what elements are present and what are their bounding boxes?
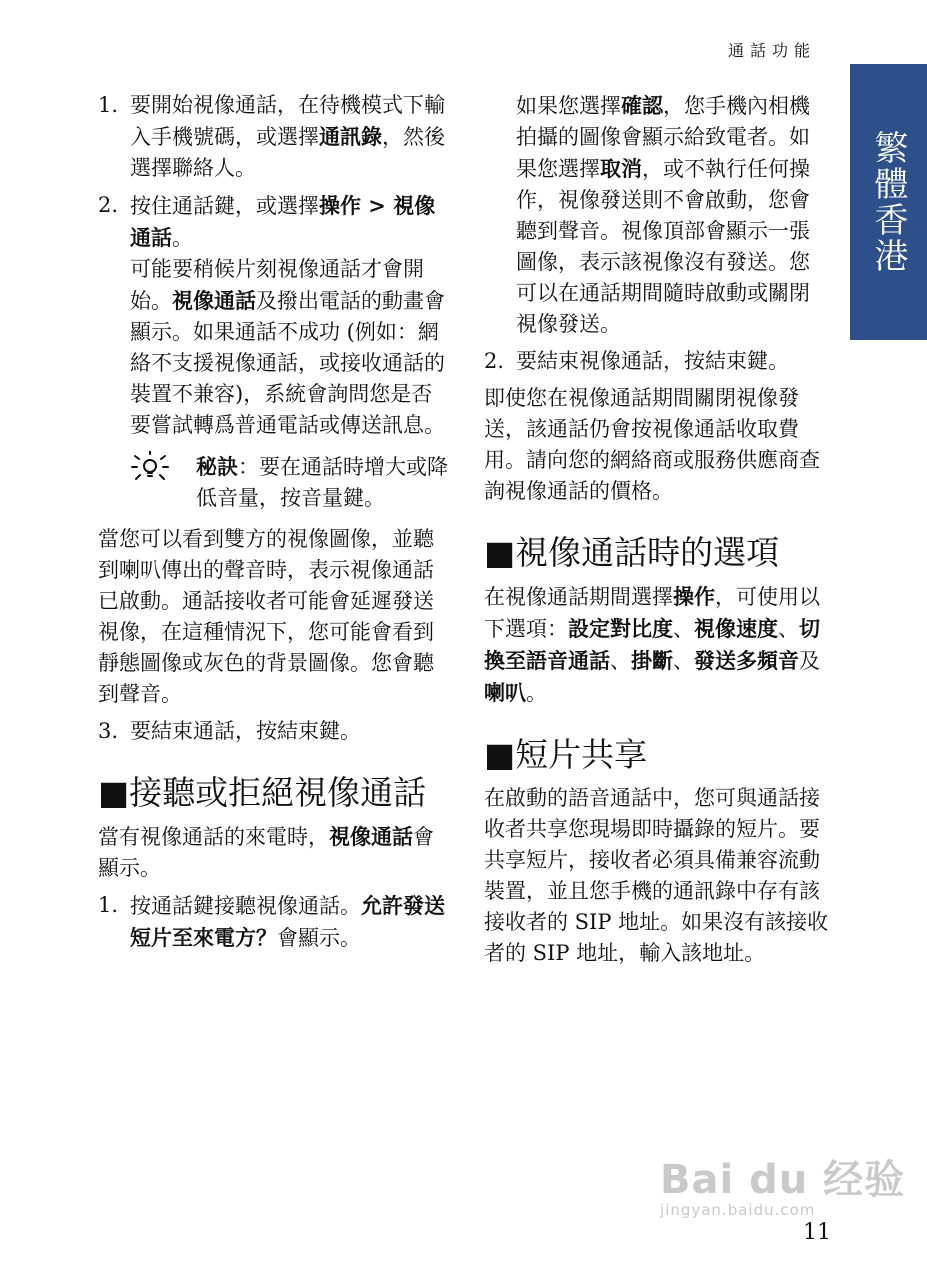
step-3 <box>98 716 448 747</box>
lightbulb-icon <box>130 451 196 514</box>
tip-text <box>196 451 448 514</box>
step-body <box>130 90 448 184</box>
left-column <box>98 90 448 960</box>
bold-term: 喇叭 <box>484 680 526 705</box>
step-number: 1. <box>98 93 119 117</box>
view-paragraph: 當您可以看到雙方的視像圖像，並聽到喇叭傳出的聲音時，表示視像通話已啟動。通話接收者可能會延遲發送視像，在這種情況下，您可能會看到靜態圖像或灰色的背景圖像。您會聽到聲音。 <box>98 527 434 706</box>
bold-term: 切換至語音通話 <box>484 616 820 673</box>
bold-term: 操作 <box>673 584 715 609</box>
options-paragraph <box>484 581 829 709</box>
tip-label: 秘訣 <box>196 454 238 479</box>
bold-term: 取消 <box>600 156 642 181</box>
watermark-brand: Bai du 经验 <box>660 1157 906 1203</box>
heading-video-sharing: ■短片共享 <box>484 735 648 774</box>
step-text <box>130 190 448 254</box>
text-run: 按通話鍵接聽視像通話。 <box>130 894 361 918</box>
incoming-paragraph <box>98 821 448 884</box>
text-run: ：要在通話時增大或降低音量，按音量鍵。 <box>196 455 448 510</box>
bold-term: 視像通話 <box>172 288 256 313</box>
step-2 <box>98 190 448 441</box>
text-run: 當有視像通話的來電時， <box>98 825 329 849</box>
bold-term: 確認 <box>621 93 663 118</box>
text-run: 如果您選擇 <box>516 94 621 118</box>
step-number: 1. <box>98 893 119 917</box>
heading-options: ■視像通話時的選項 <box>484 533 780 572</box>
text-run: 可能要稍候片刻視像通話才會開始。 <box>130 257 424 313</box>
text-run: ，您手機內相機拍攝的圖像會顯示給致電者。如果您選擇 <box>516 94 810 181</box>
continued-paragraph <box>516 90 829 340</box>
section-header: 通話功能 <box>728 41 817 60</box>
text-run: ，可使用以下選項： <box>484 585 820 641</box>
text-run: 在視像通話期間選擇 <box>484 585 673 609</box>
bold-term: 設定對比度 <box>568 616 673 641</box>
text-run: ，或不執行任何操作，視像發送則不會啟動，您會聽到聲音。視像頂部會顯示一張圖像，表示該視像沒有發送。您可以在通話期間隨時啟動或關閉視像發送。 <box>516 157 810 336</box>
baidu-watermark <box>660 1148 905 1219</box>
language-tab-label: 繁體香港 <box>868 130 908 274</box>
answer-step-1 <box>98 890 448 954</box>
end-step-2 <box>484 346 829 377</box>
bold-term: 允許發送短片至來電方？ <box>130 893 445 950</box>
text-run: 按住通話鍵，或選擇 <box>130 194 319 218</box>
bold-term: 視像通話 <box>329 824 413 849</box>
text-run: ，然後選擇聯絡人。 <box>130 125 445 180</box>
step-number: 2. <box>484 349 505 373</box>
bold-term: 操作 > 視像通話 <box>130 193 436 250</box>
text-run: 、 <box>673 649 694 673</box>
step-text <box>130 890 448 954</box>
page-number: 11 <box>803 1220 831 1245</box>
step-number: 3. <box>98 719 119 743</box>
charge-paragraph: 即使您在視像通話期間關閉視像發送，該通話仍會按視像通話收取費用。請向您的網絡商或服務供應商查詢視像通話的價格。 <box>484 386 820 503</box>
bold-term: 視像速度 <box>694 616 778 641</box>
bold-term: 發送多頻音 <box>694 648 799 673</box>
text-run: 及 <box>799 649 820 673</box>
step-text: 要結束通話，按結束鍵。 <box>130 719 361 743</box>
text-run: 、 <box>778 617 799 641</box>
bold-term: 通訊錄 <box>319 124 382 149</box>
text-run: 要開始視像通話，在待機模式下輸入手機號碼，或選擇 <box>130 93 445 149</box>
step-text: 要結束視像通話，按結束鍵。 <box>516 349 789 373</box>
heading-answer-video-call: ■接聽或拒絕視像通話 <box>98 773 427 812</box>
text-run: 會顯示。 <box>277 926 361 950</box>
text-run: 。 <box>526 681 547 705</box>
step-text <box>130 90 448 184</box>
text-run: 及撥出電話的動畫會顯示。如果通話不成功 (例如：網絡不支援視像通話，或接收通話的裝置不兼容)，系統會詢問您是否要嘗試轉爲普通電話或傳送訊息。 <box>130 289 445 437</box>
bold-term: 掛斷 <box>631 648 673 673</box>
step-body <box>516 346 829 377</box>
step-body <box>130 716 448 747</box>
text-run: 、 <box>673 617 694 641</box>
step-1 <box>98 90 448 184</box>
language-tab <box>850 64 927 340</box>
text-run: 會顯示。 <box>98 825 434 880</box>
step-body <box>130 190 448 441</box>
text-run: 。 <box>172 226 193 250</box>
step-body <box>130 890 448 954</box>
tip-box <box>130 451 448 514</box>
text-run: 、 <box>610 649 631 673</box>
step-subtext <box>130 254 448 441</box>
step-number: 2. <box>98 193 119 217</box>
sharing-paragraph: 在啟動的語音通話中，您可與通話接收者共享您現場即時攝錄的短片。要共享短片，接收者必須具備兼容流動裝置，並且您手機的通訊錄中存有該接收者的 SIP 地址。如果沒有該接收者的 SIP 地址，輸入該地址。 <box>484 786 829 965</box>
right-column <box>484 90 829 975</box>
watermark-url: jingyan.baidu.com <box>660 1201 816 1219</box>
